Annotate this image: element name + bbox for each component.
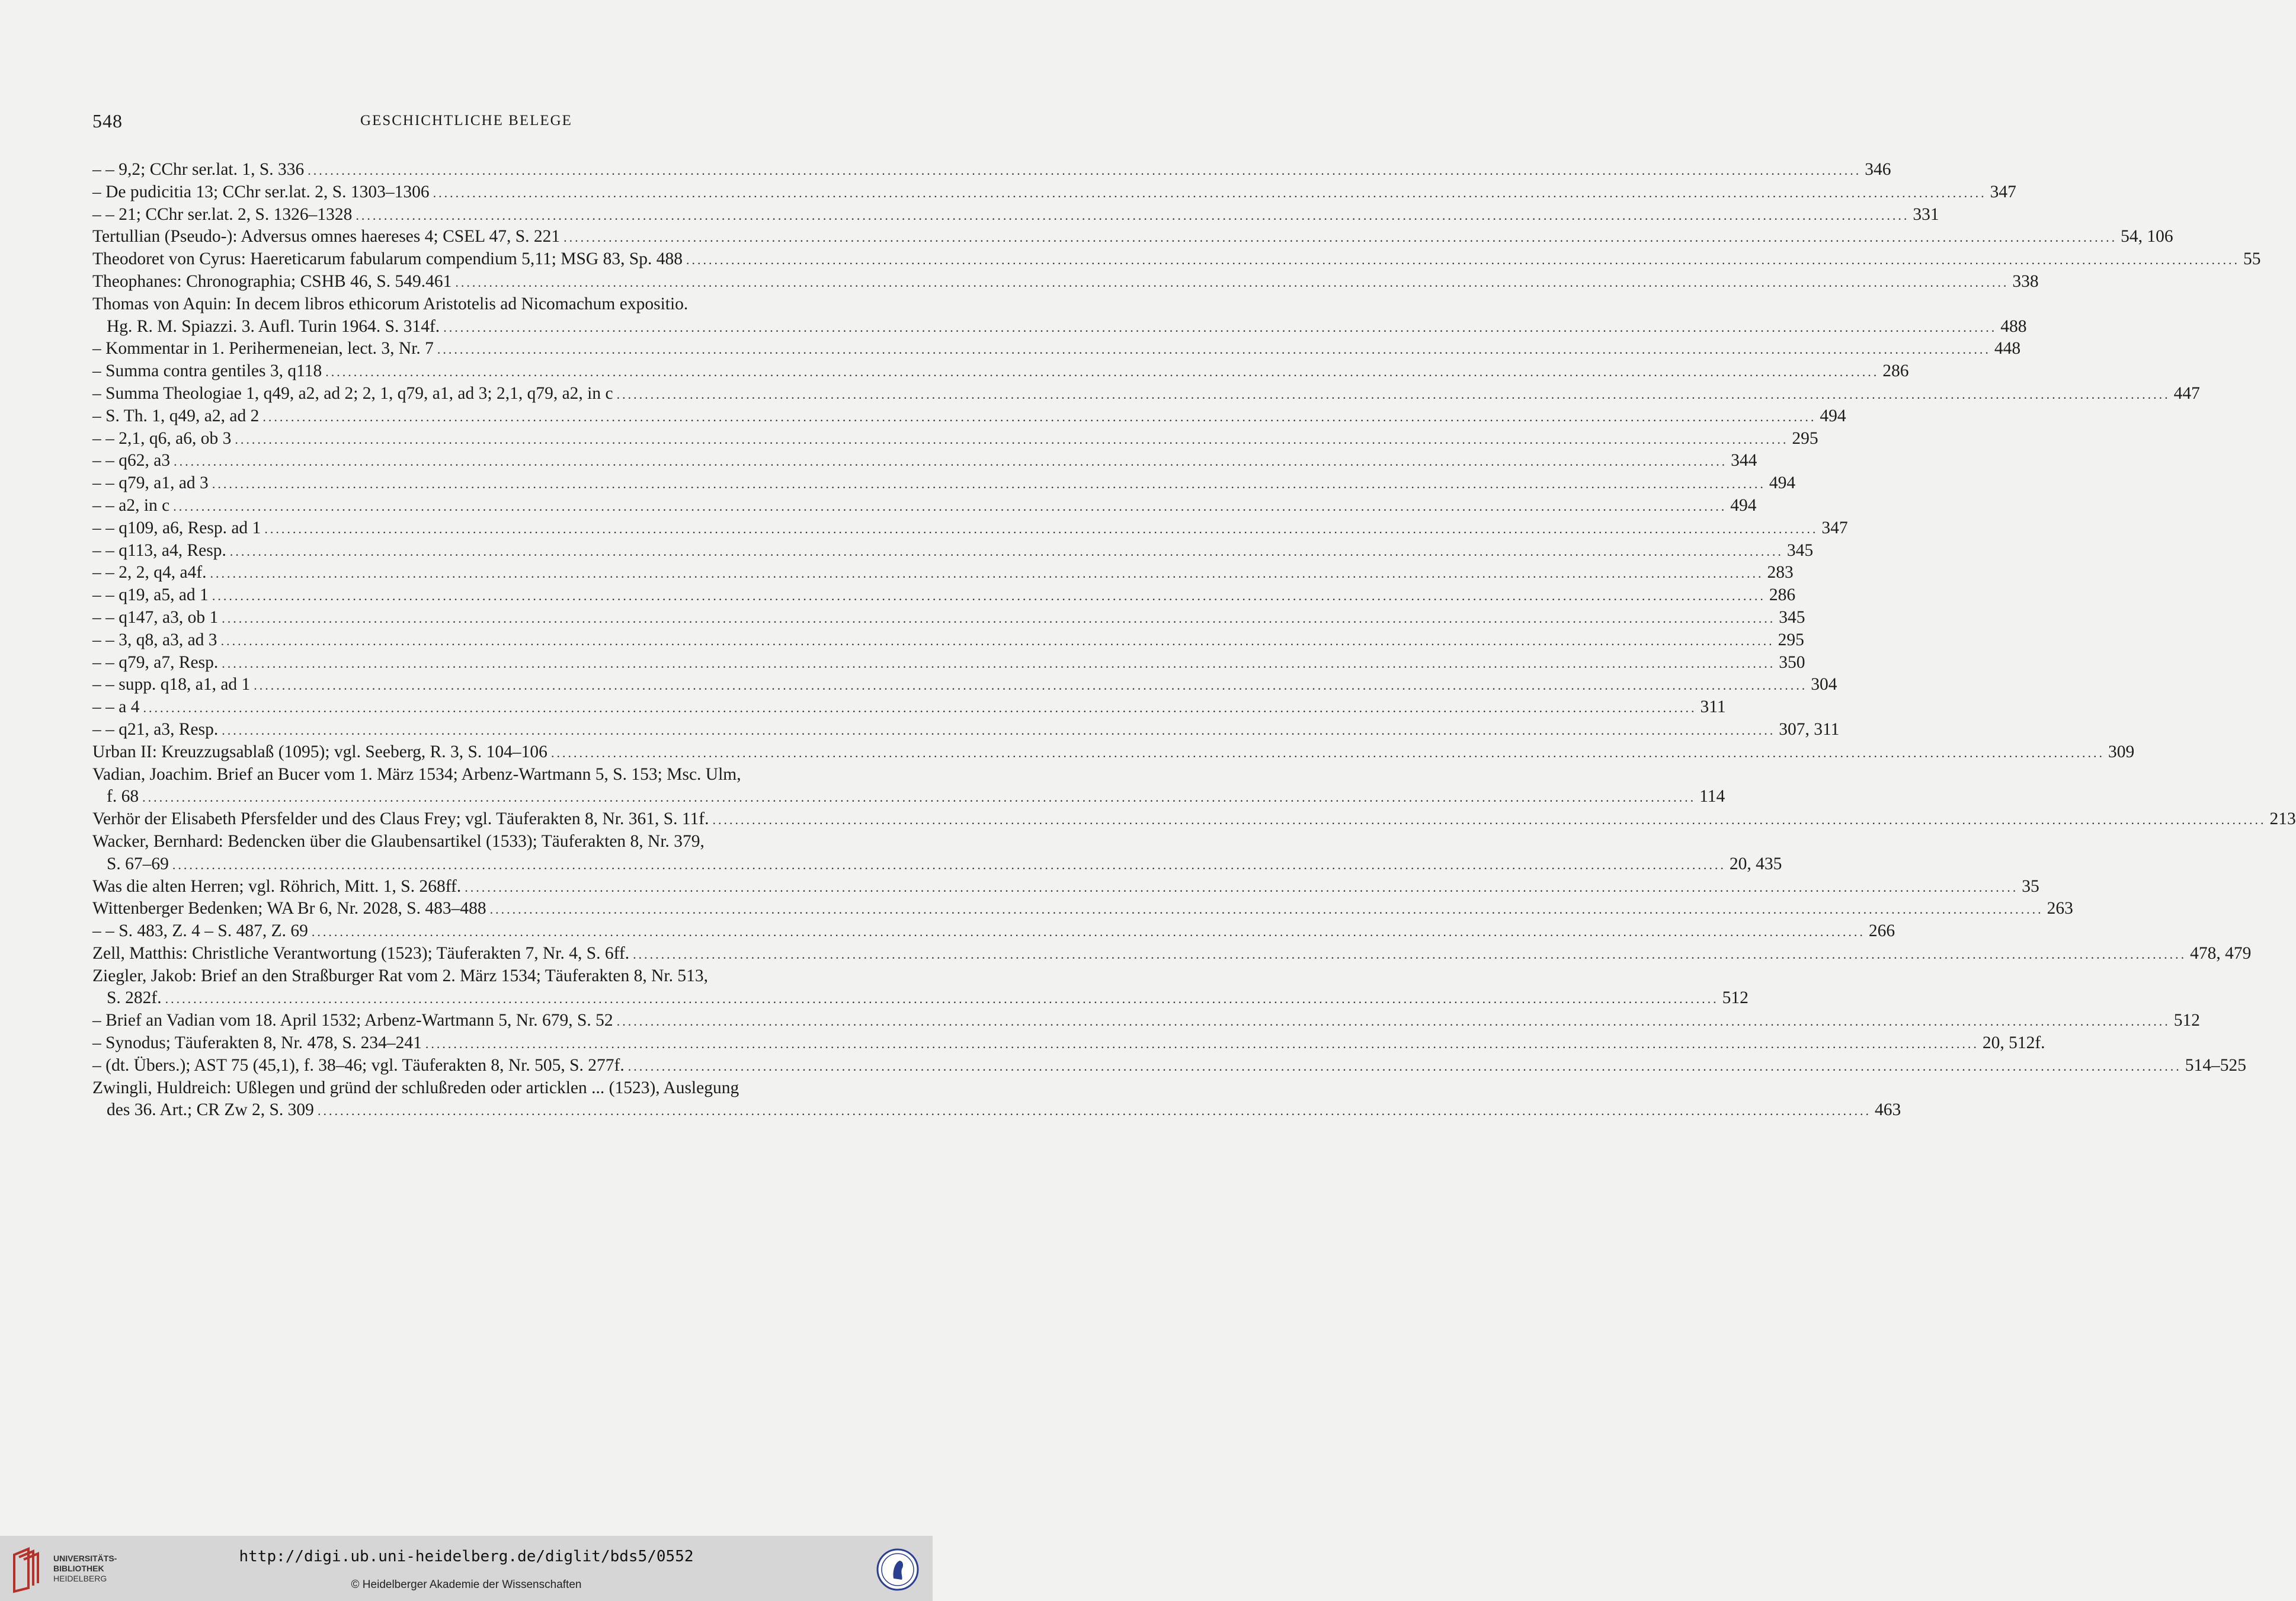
index-entry xyxy=(92,248,2261,271)
index-entry xyxy=(92,584,1796,607)
index-entry xyxy=(92,898,2073,920)
entry-text: des 36. Art.; CR Zw 2, S. 309 xyxy=(107,1100,314,1120)
page-reference: 286 xyxy=(1769,585,1796,605)
page-reference: 488 xyxy=(2000,316,2027,336)
leader-dots xyxy=(455,271,2009,294)
index-entry xyxy=(92,316,2027,338)
leader-dots xyxy=(222,607,1775,630)
page-reference: 311 xyxy=(1700,697,1726,717)
entry-text: f. 68 xyxy=(107,787,139,806)
index-entry xyxy=(92,181,2016,204)
index-entry xyxy=(92,226,2173,248)
leader-dots xyxy=(264,518,1818,540)
leader-dots xyxy=(212,585,1766,607)
index-entry xyxy=(92,920,1895,943)
page-reference: 494 xyxy=(1820,406,1846,425)
page-reference: 347 xyxy=(1821,518,1848,537)
page-reference: 295 xyxy=(1792,428,1818,448)
library-name: UNIVERSITÄTS- BIBLIOTHEK HEIDELBERG xyxy=(53,1554,117,1583)
index-entry xyxy=(92,405,1846,428)
leader-dots xyxy=(222,719,1775,742)
page-reference: 346 xyxy=(1865,160,1891,179)
index-entry xyxy=(92,607,1805,629)
index-entry xyxy=(92,450,1757,472)
page-reference: 295 xyxy=(1778,630,1804,649)
leader-dots xyxy=(221,630,1775,652)
index-entry xyxy=(92,652,1805,674)
page-reference: 20, 435 xyxy=(1729,854,1782,873)
page-reference: 350 xyxy=(1779,652,1805,672)
entry-text: Verhör der Elisabeth Pfersfelder und des Claus Frey; vgl. Täuferakten 8, Nr. 361, S. 11f. xyxy=(92,809,709,829)
entry-text: – Kommentar in 1. Perihermeneian, lect. 3, Nr. 7 xyxy=(92,339,434,358)
entry-text: Urban II: Kreuzzugsablaß (1095); vgl. Seeberg, R. 3, S. 104–106 xyxy=(92,742,547,761)
page-reference: 512 xyxy=(2173,1011,2200,1030)
leader-dots xyxy=(617,1010,2170,1033)
entry-text: – – S. 483, Z. 4 – S. 487, Z. 69 xyxy=(92,921,308,941)
entry-text: – – q79, a7, Resp. xyxy=(92,652,219,672)
page-reference: 347 xyxy=(1990,182,2016,201)
index-entry xyxy=(92,831,866,853)
leader-dots xyxy=(230,540,1783,563)
entry-text: – S. Th. 1, q49, a2, ad 2 xyxy=(92,406,260,425)
index-entry xyxy=(92,741,2135,764)
page-reference: 463 xyxy=(1874,1100,1901,1120)
copyright-notice: © Heidelberger Akademie der Wissenschaften xyxy=(351,1578,582,1591)
index-entry xyxy=(92,719,1840,741)
page-header xyxy=(0,110,933,134)
index-entry xyxy=(92,1055,2246,1077)
viewer-footer xyxy=(0,1536,933,1601)
page-reference: 331 xyxy=(1913,204,1939,224)
page-reference: 448 xyxy=(1994,339,2021,358)
page-reference: 55 xyxy=(2243,249,2261,269)
leader-dots xyxy=(325,361,1879,383)
index-entry xyxy=(92,965,866,988)
index-entry xyxy=(92,383,2200,405)
leader-dots xyxy=(308,159,1861,182)
index-entry xyxy=(92,204,1939,226)
entry-text: – – 9,2; CChr ser.lat. 1, S. 336 xyxy=(92,160,305,179)
entry-text: – (dt. Übers.); AST 75 (45,1), f. 38–46; vgl. Täuferakten 8, Nr. 505, S. 277f. xyxy=(92,1055,625,1075)
entry-text: Theodoret von Cyrus: Haereticarum fabularum compendium 5,11; MSG 83, Sp. 488 xyxy=(92,249,683,269)
leader-dots xyxy=(490,898,2044,921)
leader-dots xyxy=(425,1033,1979,1055)
entry-text: Thomas von Aquin: In decem libros ethicorum Aristotelis ad Nicomachum expositio. xyxy=(92,294,689,313)
entry-text: – – supp. q18, a1, ad 1 xyxy=(92,675,251,694)
leader-dots xyxy=(563,226,2117,249)
leader-dots xyxy=(443,316,1997,339)
page-reference: 494 xyxy=(1730,495,1757,515)
index-entry xyxy=(92,472,1796,495)
page-reference: 20, 512f. xyxy=(1982,1033,2045,1053)
leader-dots xyxy=(142,786,1696,809)
page-reference: 447 xyxy=(2173,383,2200,403)
entry-text: – Summa Theologiae 1, q49, a2, ad 2; 2, 1, q79, a1, ad 3; 2,1, q79, a2, in c xyxy=(92,383,613,403)
leader-dots xyxy=(173,495,1727,518)
page-reference: 304 xyxy=(1811,675,1837,694)
page-reference: 263 xyxy=(2047,899,2073,918)
index-entry xyxy=(92,786,1725,808)
page-reference: 54, 106 xyxy=(2121,227,2173,246)
leader-dots xyxy=(235,428,1788,451)
leader-dots xyxy=(222,652,1775,675)
leader-dots xyxy=(312,921,1865,943)
page-reference: 213 xyxy=(2269,809,2296,829)
page-reference: 514–525 xyxy=(2185,1055,2246,1075)
leader-dots xyxy=(551,742,2105,764)
entry-text: Theophanes: Chronographia; CSHB 46, S. 549.461 xyxy=(92,271,452,291)
page-reference: 478, 479 xyxy=(2190,943,2252,963)
leader-dots xyxy=(433,182,1987,204)
page-reference: 286 xyxy=(1882,361,1909,381)
index-entry xyxy=(92,853,1782,876)
page-reference: 494 xyxy=(1769,473,1796,493)
index-entry xyxy=(92,540,1814,562)
index-entry xyxy=(92,360,1909,383)
index-entry xyxy=(92,495,1757,517)
index-entry xyxy=(92,1010,2200,1032)
leader-dots xyxy=(318,1100,1871,1122)
index-entry xyxy=(92,1032,2045,1055)
page-reference: 338 xyxy=(2012,271,2039,291)
entry-text: – – a 4 xyxy=(92,697,140,717)
leader-dots xyxy=(628,1055,2182,1078)
index-entry xyxy=(92,428,1818,450)
entry-text: – – q19, a5, ad 1 xyxy=(92,585,209,605)
page-reference: 344 xyxy=(1731,451,1757,470)
leader-dots xyxy=(254,674,1807,697)
entry-text: Wittenberger Bedenken; WA Br 6, Nr. 2028, S. 483–488 xyxy=(92,899,486,918)
index-entry xyxy=(92,764,866,786)
index-entry xyxy=(92,1099,1901,1122)
entry-text: – – a2, in c xyxy=(92,495,170,515)
entry-text: Was die alten Herren; vgl. Röhrich, Mitt. 1, S. 268ff. xyxy=(92,876,462,896)
leader-dots xyxy=(633,943,2186,966)
entry-text: – – 3, q8, a3, ad 3 xyxy=(92,630,217,649)
entry-text: – Summa contra gentiles 3, q118 xyxy=(92,361,322,381)
entry-text: – – q113, a4, Resp. xyxy=(92,540,226,560)
index-entry xyxy=(92,808,2296,831)
index-entry xyxy=(92,674,1837,696)
page-reference: 512 xyxy=(1722,988,1749,1008)
entry-text: – De pudicitia 13; CChr ser.lat. 2, S. 1303–1306 xyxy=(92,182,430,201)
entry-text: Hg. R. M. Spiazzi. 3. Aufl. Turin 1964. S. 314f. xyxy=(107,316,440,336)
index-entry xyxy=(92,159,1891,181)
index-entries xyxy=(92,159,2296,1122)
entry-text: Vadian, Joachim. Brief an Bucer vom 1. März 1534; Arbenz-Wartmann 5, S. 153; Msc. Ulm, xyxy=(92,764,741,784)
index-entry xyxy=(92,629,1804,652)
entry-text: – – 2, 2, q4, a4f. xyxy=(92,563,207,582)
entry-text: – – q62, a3 xyxy=(92,451,171,470)
entry-text: – – 2,1, q6, a6, ob 3 xyxy=(92,428,232,448)
entry-text: – – q79, a1, ad 3 xyxy=(92,473,209,493)
entry-text: Wacker, Bernhard: Bedencken über die Glaubensartikel (1533); Täuferakten 8, Nr. 379, xyxy=(92,831,705,851)
entry-text: – – q147, a3, ob 1 xyxy=(92,607,219,627)
permalink-url[interactable]: http://digi.ub.uni-heidelberg.de/diglit/bds5/0552 xyxy=(239,1548,694,1565)
entry-text: Tertullian (Pseudo-): Adversus omnes haereses 4; CSEL 47, S. 221 xyxy=(92,227,561,246)
leader-dots xyxy=(617,383,2170,406)
page-reference: 266 xyxy=(1868,921,1895,941)
leader-dots xyxy=(174,450,1727,473)
index-entry xyxy=(92,517,1848,540)
leader-dots xyxy=(465,876,2018,899)
leader-dots xyxy=(212,473,1766,495)
page-reference: 35 xyxy=(2022,876,2039,896)
entry-text: – Brief an Vadian vom 18. April 1532; Arbenz-Wartmann 5, Nr. 679, S. 52 xyxy=(92,1011,613,1030)
leader-dots xyxy=(210,562,1764,585)
index-entry xyxy=(92,943,2252,965)
entry-text: Ziegler, Jakob: Brief an den Straßburger Rat vom 2. März 1534; Täuferakten 8, Nr. 513, xyxy=(92,966,708,985)
page-reference: 114 xyxy=(1699,787,1725,806)
entry-text: – Synodus; Täuferakten 8, Nr. 478, S. 234–241 xyxy=(92,1033,422,1053)
leader-dots xyxy=(437,338,1991,361)
index-entry xyxy=(92,987,1749,1010)
index-entry xyxy=(92,293,866,316)
page-reference: 309 xyxy=(2108,742,2135,761)
index-entry xyxy=(92,696,1726,719)
entry-text: – – q109, a6, Resp. ad 1 xyxy=(92,518,261,537)
entry-text: Zwingli, Huldreich: Ußlegen und gründ der schlußreden oder articklen ... (1523), Auslegung xyxy=(92,1078,739,1097)
entry-text: S. 67–69 xyxy=(107,854,169,873)
leader-dots xyxy=(165,988,1719,1010)
index-entry xyxy=(92,876,2039,898)
page-reference: 345 xyxy=(1779,607,1805,627)
entry-text: – – q21, a3, Resp. xyxy=(92,719,219,739)
entry-text: Zell, Matthis: Christliche Verantwortung (1523); Täuferakten 7, Nr. 4, S. 6ff. xyxy=(92,943,630,963)
running-title: GESCHICHTLICHE BELEGE xyxy=(360,113,572,129)
page-number: 548 xyxy=(92,110,123,132)
leader-dots xyxy=(262,406,1816,428)
page-reference: 345 xyxy=(1786,540,1814,560)
leader-dots xyxy=(356,204,1909,227)
index-entry xyxy=(92,562,1794,584)
page-reference: 283 xyxy=(1767,563,1794,582)
page-reference: 307, 311 xyxy=(1779,719,1840,739)
academy-seal-icon[interactable] xyxy=(876,1548,920,1592)
entry-text: – – 21; CChr ser.lat. 2, S. 1326–1328 xyxy=(92,204,353,224)
leader-dots xyxy=(172,854,1726,876)
index-entry xyxy=(92,271,2039,293)
leader-dots xyxy=(712,809,2266,831)
leader-dots xyxy=(686,249,2240,271)
index-entry xyxy=(92,1077,866,1100)
index-entry xyxy=(92,338,2021,360)
leader-dots xyxy=(143,697,1696,719)
entry-text: S. 282f. xyxy=(107,988,162,1008)
